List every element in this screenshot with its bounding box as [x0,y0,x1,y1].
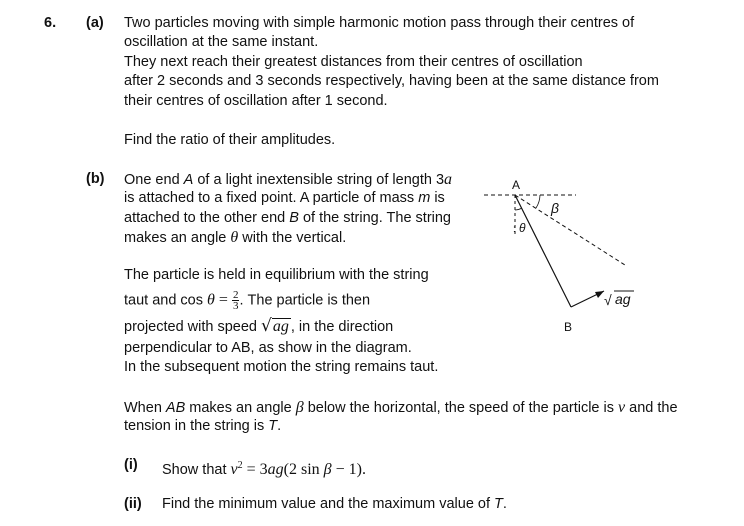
held-line-5: In the subsequent motion the string remains taut. [124,359,439,375]
beta-arc [536,195,540,208]
fraction-two-thirds: $\frac{2}{3}$ [232,289,239,312]
beta-dashed-line [515,195,625,265]
held-line-3: projected with speed √ag , in the direction [124,316,394,336]
part-a-line-3: They next reach their greatest distances from their centres of oscillation [124,54,583,70]
part-b-intro-line-3: attached to the other end B of the string. The string [124,210,451,226]
label-beta: β [551,200,559,216]
held-line-2: taut and cos θ = $\frac{2}{3}$ . The particle is then [124,289,371,312]
held-line-1: The particle is held in equilibrium with the string [124,267,429,283]
part-b-label: (b) [86,171,105,187]
part-b-intro-line-2: is attached to a fixed point. A particle of mass m is [124,190,445,206]
sqrt-ag: ag [272,318,289,335]
theta-arc [515,208,522,210]
part-a-task: Find the ratio of their amplitudes. [124,132,336,148]
part-a-line-5: their centres of oscillation after 1 second. [124,93,388,109]
when-line-1: When AB makes an angle β below the horizontal, the speed of the particle is v and the [124,399,678,416]
part-b-intro-line-4: makes an angle θ with the vertical. [124,229,347,246]
held-line-4: perpendicular to AB, as show in the diagram. [124,340,412,356]
part-a-label: (a) [86,15,104,31]
sub-ii-label: (ii) [124,496,142,512]
sub-i-label: (i) [124,457,138,473]
theta-tick: : [513,224,516,235]
string-ab [515,195,571,307]
when-line-2: tension in the string is T. [124,418,282,434]
part-b-intro-line-1: One end A of a light inextensible string of length 3a [124,171,453,188]
sub-i-text: Show that $v^2 = 3ag(2$ sin β − 1). [162,460,366,478]
speed-radical: √ [604,292,612,308]
label-b: B [564,320,573,334]
question-number: 6. [44,15,57,31]
label-speed: ag [615,291,631,307]
label-a: A [512,178,521,192]
part-a-line-4: after 2 seconds and 3 seconds respectively, having been at the same distance from [124,73,659,89]
sub-ii-text: Find the minimum value and the maximum value of T. [162,496,507,512]
label-theta: θ [519,221,526,235]
part-a-line-1: Two particles moving with simple harmonic motion pass through their centres of [124,15,635,31]
part-a-line-2: oscillation at the same instant. [124,34,319,50]
velocity-arrowhead [595,291,604,298]
